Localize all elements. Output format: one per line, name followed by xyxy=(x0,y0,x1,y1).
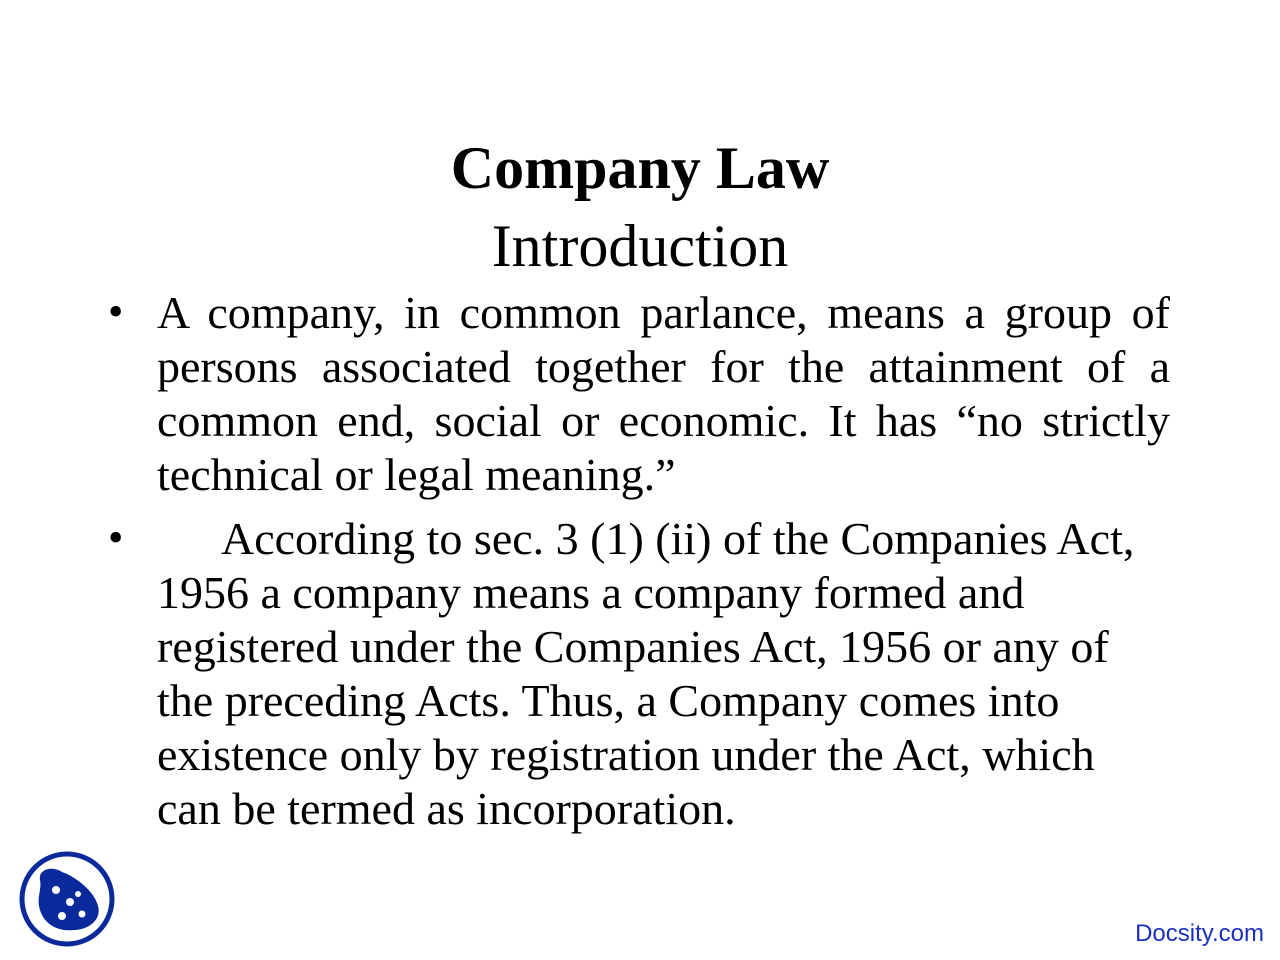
slide-subtitle: Introduction xyxy=(491,213,789,279)
slide-title: Company Law xyxy=(450,135,830,201)
bullet-text-2: According to sec. 3 (1) (ii) of the Companies Act, 1956 a company means a company formed and registered under the Companies Act, 1956 or any of the preceding Acts. Thus, a Company comes into existence only by registration under the Act, which can be termed as incorporation. xyxy=(157,513,1135,834)
docsity-logo-icon xyxy=(18,850,116,948)
bullet-item-2 xyxy=(157,512,1157,836)
brand-link[interactable]: Docsity.com xyxy=(1135,920,1264,947)
bullet-marker: • xyxy=(108,513,124,562)
bullet-marker: • xyxy=(108,287,124,336)
bullet-text-1: A company, in common parlance, means a group of persons associated together for the attainment of a common end, social or economic. It has “no strictly technical or legal meaning.” xyxy=(157,287,1170,500)
